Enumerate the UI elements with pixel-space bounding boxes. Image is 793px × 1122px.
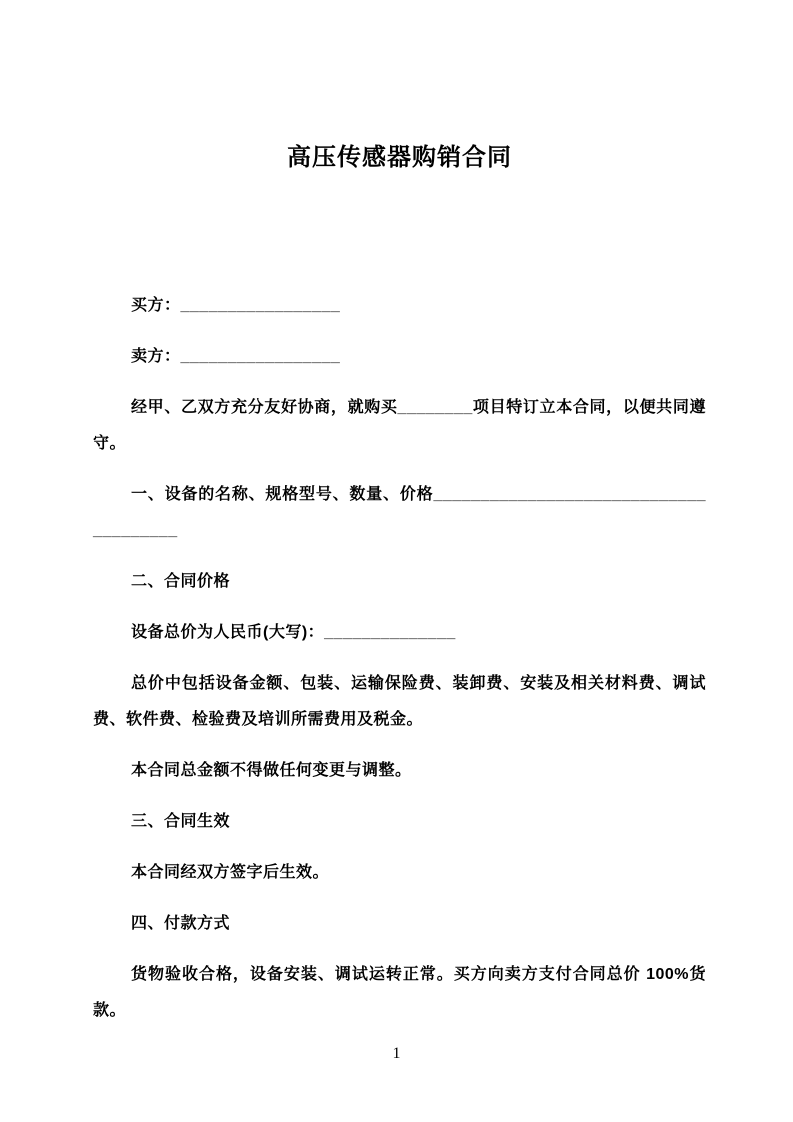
contract-title: 高压传感器购销合同 [287,144,512,171]
total-price-line: 设备总价为人民币(大写)：______________ [131,624,456,641]
payment-paragraph: 货物验收合格，设备安装、调试运转正常。买方向卖方支付合同总价 100%货款。 [93,966,706,1019]
buyer-blank-line: 买方：_________________ [131,297,341,314]
section-4-heading: 四、付款方式 [131,915,231,932]
section-1-equipment-line: 一、设备的名称、规格型号、数量、价格______________________________________ [93,486,706,539]
section-2-heading: 二、合同价格 [131,573,231,590]
intro-paragraph: 经甲、乙双方充分友好协商，就购买________项目特订立本合同，以便共同遵守。 [93,399,706,452]
seller-blank-line: 卖方：_________________ [131,348,341,365]
section-3-heading: 三、合同生效 [131,813,231,830]
effectiveness-paragraph: 本合同经双方签字后生效。 [131,864,330,881]
price-inclusion-paragraph: 总价中包括设备金额、包装、运输保险费、装卸费、安装及相关材料费、调试费、软件费、检验费及培训所需费用及税金。 [93,675,706,728]
no-adjustment-paragraph: 本合同总金额不得做任何变更与调整。 [131,762,412,779]
page-number: 1 [392,1045,401,1062]
